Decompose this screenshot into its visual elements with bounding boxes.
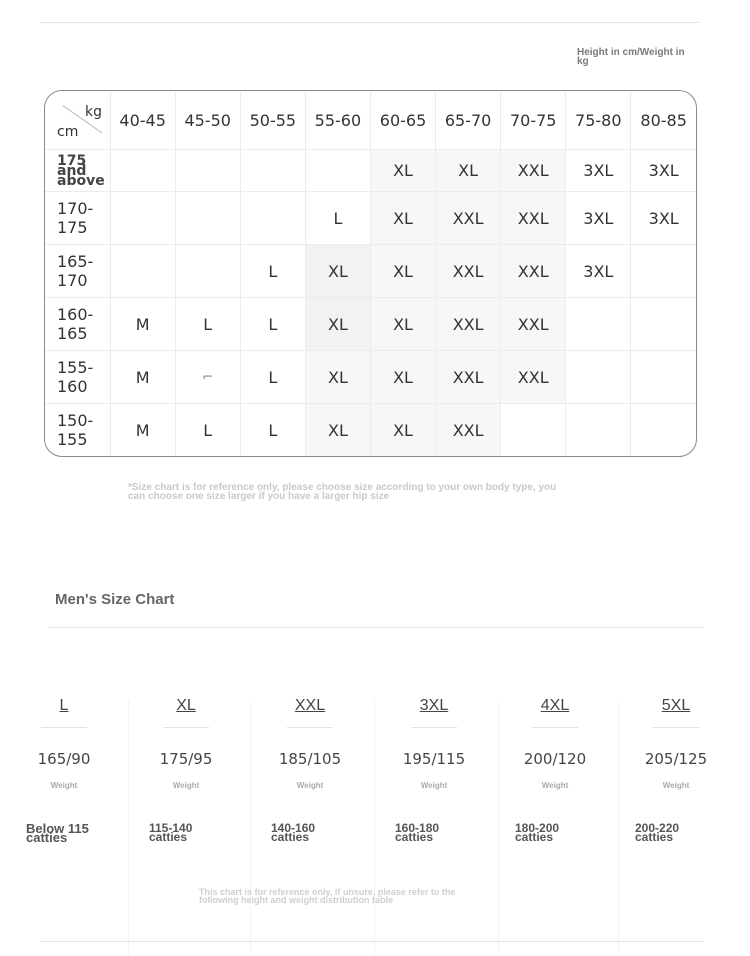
weight-column-header: 50-55 [240, 91, 305, 150]
size-cell: ⌐ [175, 351, 240, 404]
size-cell: M [110, 404, 175, 456]
size-cell [110, 150, 175, 192]
column-divider [498, 700, 499, 956]
mens-size-column [379, 697, 489, 844]
size-cell [566, 298, 631, 351]
label-underline [287, 727, 333, 728]
column-divider [250, 700, 251, 956]
weight-label: Weight [420, 781, 448, 790]
weight-column-header: 60-65 [370, 91, 435, 150]
weight-label: Weight [172, 781, 200, 790]
size-cell [110, 192, 175, 245]
mens-size-chart-title: Men's Size Chart [55, 591, 175, 608]
mens-size-column [500, 697, 610, 844]
size-cell [175, 245, 240, 298]
top-divider [40, 22, 700, 23]
size-cell: XL [370, 404, 435, 456]
size-cell [501, 404, 566, 456]
height-row-header: 170-175 [45, 192, 110, 245]
size-label: XXL [294, 697, 326, 714]
mens-size-column [255, 697, 365, 844]
size-label: 4XL [540, 697, 570, 714]
weight-column-header: 70-75 [501, 91, 566, 150]
size-cell: M [110, 298, 175, 351]
height-axis-label: cm [57, 124, 79, 140]
size-label: 3XL [419, 697, 449, 714]
size-cell: XL [370, 351, 435, 404]
column-divider [128, 700, 129, 956]
size-cell: XXL [436, 245, 501, 298]
size-cell: XXL [501, 351, 566, 404]
height-bust-value: 185/105 [278, 750, 342, 768]
size-cell: XXL [436, 351, 501, 404]
size-cell: XXL [501, 245, 566, 298]
mens-size-column [131, 697, 241, 844]
weight-range: 160-180 catties [395, 821, 440, 844]
size-cell: L [175, 298, 240, 351]
size-cell: XL [305, 351, 370, 404]
size-chart-note: *Size chart is for reference only, please choose size according to your own body type, you can choose one size larger if you have a larger hip size [128, 482, 557, 502]
weight-column-header: 75-80 [566, 91, 631, 150]
weight-column-header: 55-60 [305, 91, 370, 150]
corner-cell [45, 91, 110, 150]
height-bust-value: 165/90 [37, 750, 91, 768]
label-underline [41, 727, 87, 728]
size-cell: L [175, 404, 240, 456]
size-cell: XXL [501, 192, 566, 245]
weight-range: 115-140 catties [149, 821, 193, 844]
size-label: L [59, 697, 69, 714]
height-bust-value: 205/125 [644, 750, 708, 768]
size-cell: 3XL [566, 150, 631, 192]
weight-label: Weight [662, 781, 690, 790]
size-cell: 3XL [566, 245, 631, 298]
section-divider [48, 627, 703, 628]
size-cell [110, 245, 175, 298]
weight-column-header: 65-70 [436, 91, 501, 150]
size-cell: XXL [501, 298, 566, 351]
weight-column-header: 45-50 [175, 91, 240, 150]
size-cell [631, 404, 696, 456]
size-cell: 3XL [566, 192, 631, 245]
size-cell: 3XL [631, 192, 696, 245]
size-cell: XL [305, 245, 370, 298]
size-cell: XL [370, 245, 435, 298]
table-header-row [45, 91, 696, 150]
size-cell [566, 351, 631, 404]
size-chart-table [44, 90, 697, 457]
size-cell: XXL [501, 150, 566, 192]
size-cell [175, 192, 240, 245]
label-underline [163, 727, 209, 728]
unit-note: Height in cm/Weight in kg [577, 47, 685, 67]
height-row-header: 160-165 [45, 298, 110, 351]
bottom-divider [40, 941, 704, 942]
size-cell: L [305, 192, 370, 245]
table-row [45, 245, 696, 298]
size-cell: XL [305, 298, 370, 351]
label-underline [411, 727, 457, 728]
height-bust-value: 200/120 [523, 750, 587, 768]
size-cell: XL [370, 298, 435, 351]
height-row-header: 165-170 [45, 245, 110, 298]
chart-footnote: This chart is for reference only, if unsure, please refer to the following height and weight distribution table [199, 887, 456, 905]
size-cell: 3XL [631, 150, 696, 192]
size-cell: M [110, 351, 175, 404]
size-cell [631, 351, 696, 404]
label-underline [532, 727, 578, 728]
size-cell: XL [436, 150, 501, 192]
mens-size-column [9, 697, 119, 845]
column-divider [374, 700, 375, 956]
weight-range: 200-220 catties [635, 821, 680, 844]
weight-range: Below 115 catties [26, 821, 89, 845]
column-divider [618, 700, 619, 956]
table-row [45, 404, 696, 456]
size-cell [240, 150, 305, 192]
size-cell: L [240, 245, 305, 298]
size-label: XL [176, 697, 196, 714]
size-cell [305, 150, 370, 192]
height-row-header: 155-160 [45, 351, 110, 404]
size-cell [175, 150, 240, 192]
label-underline [653, 727, 699, 728]
size-cell: L [240, 298, 305, 351]
size-cell: XL [370, 192, 435, 245]
weight-label: Weight [50, 781, 78, 790]
table-row [45, 351, 696, 404]
mens-size-column [621, 697, 731, 844]
table-row [45, 298, 696, 351]
size-cell: XXL [436, 298, 501, 351]
size-cell: L [240, 404, 305, 456]
weight-column-header: 40-45 [110, 91, 175, 150]
weight-label: Weight [296, 781, 324, 790]
size-cell: XL [305, 404, 370, 456]
table-row [45, 150, 696, 192]
weight-column-header: 80-85 [631, 91, 696, 150]
weight-range: 180-200 catties [515, 821, 560, 844]
height-bust-value: 195/115 [402, 750, 466, 768]
weight-range: 140-160 catties [271, 821, 316, 844]
weight-label: Weight [541, 781, 569, 790]
size-cell [566, 404, 631, 456]
size-cell: L [240, 351, 305, 404]
height-row-header: 175 and above [45, 150, 110, 192]
height-row-header: 150-155 [45, 404, 110, 456]
size-cell: XXL [436, 404, 501, 456]
height-bust-value: 175/95 [159, 750, 213, 768]
size-cell: XXL [436, 192, 501, 245]
size-cell [240, 192, 305, 245]
size-cell [631, 245, 696, 298]
size-cell [631, 298, 696, 351]
table-row [45, 192, 696, 245]
size-label: 5XL [661, 697, 691, 714]
weight-axis-label: kg [85, 104, 102, 120]
size-cell: XL [370, 150, 435, 192]
